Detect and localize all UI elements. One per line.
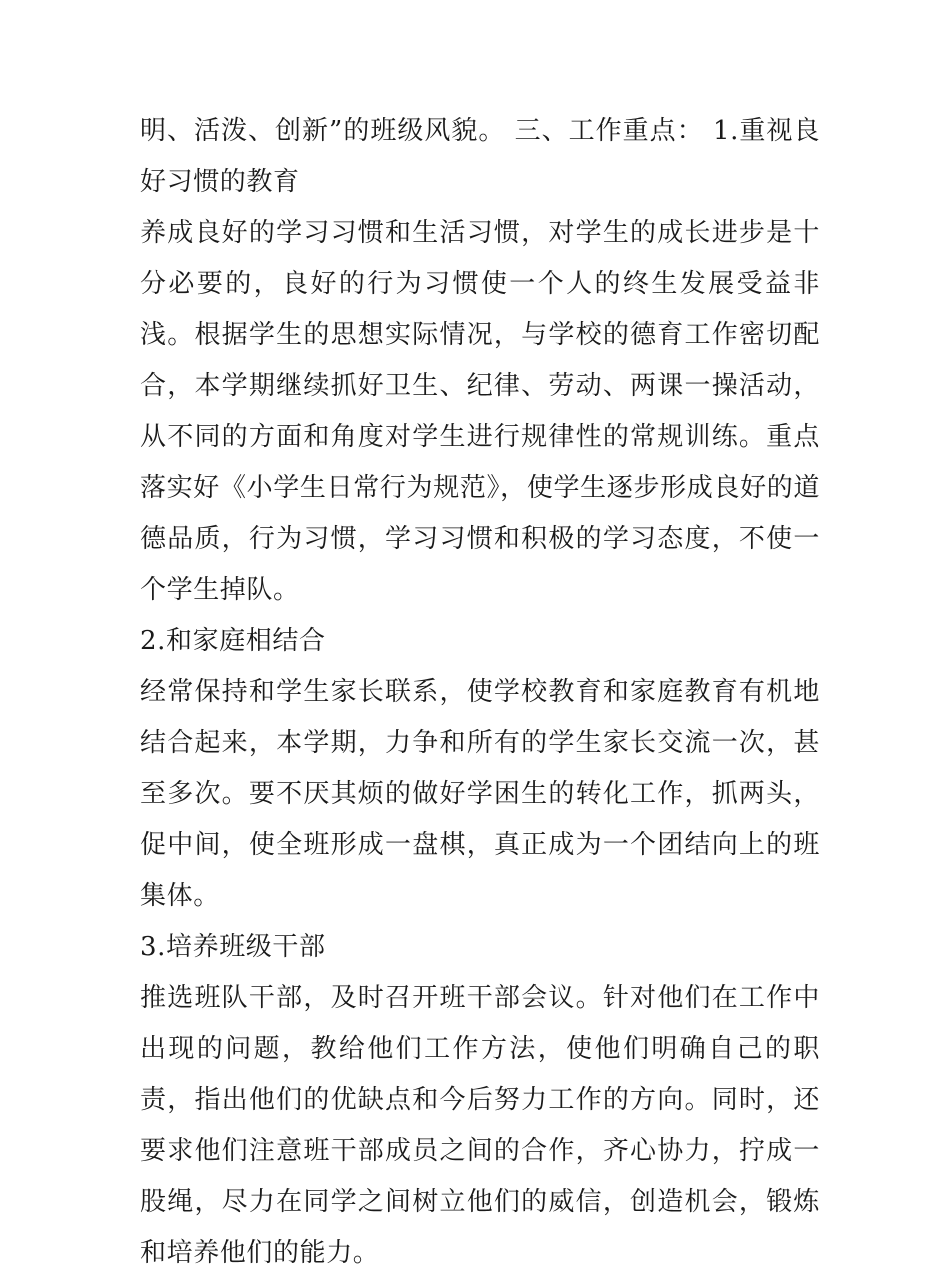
paragraph-intro-and-heading-1: 明、活泼、创新”的班级风貌。 三、工作重点： 1.重视良好习惯的教育 [140, 116, 820, 197]
paragraph-family: 经常保持和学生家长联系，使学校教育和家庭教育有机地结合起来，本学期，力争和所有的学生家长交流一次，甚至多次。要不厌其烦的做好学困生的转化工作，抓两头，促中间，使全班形成一盘棋，真正成为一个团结向上的班集体。 [140, 677, 820, 911]
heading-family: 2.和家庭相结合 [140, 626, 326, 656]
paragraph-habits: 养成良好的学习习惯和生活习惯，对学生的成长进步是十分必要的，良好的行为习惯使一个人的终生发展受益非浅。根据学生的思想实际情况，与学校的德育工作密切配合，本学期继续抓好卫生、纪律、劳动、两课一操活动，从不同的方面和角度对学生进行规律性的常规训练。重点落实好《小学生日常行为规范》，使学生逐步形成良好的道德品质，行为习惯，学习习惯和积极的学习态度，不使一个学生掉队。 [140, 218, 820, 605]
document-body [140, 106, 820, 1279]
paragraph-class-leaders: 推选班队干部，及时召开班干部会议。针对他们在工作中出现的问题，教给他们工作方法，使他们明确自己的职责，指出他们的优缺点和今后努力工作的方向。同时，还要求他们注意班干部成员之间的合作，齐心协力，拧成一股绳，尽力在同学之间树立他们的威信，创造机会，锻炼和培养他们的能力。 [140, 983, 820, 1268]
heading-class-leaders: 3.培养班级干部 [140, 932, 326, 962]
